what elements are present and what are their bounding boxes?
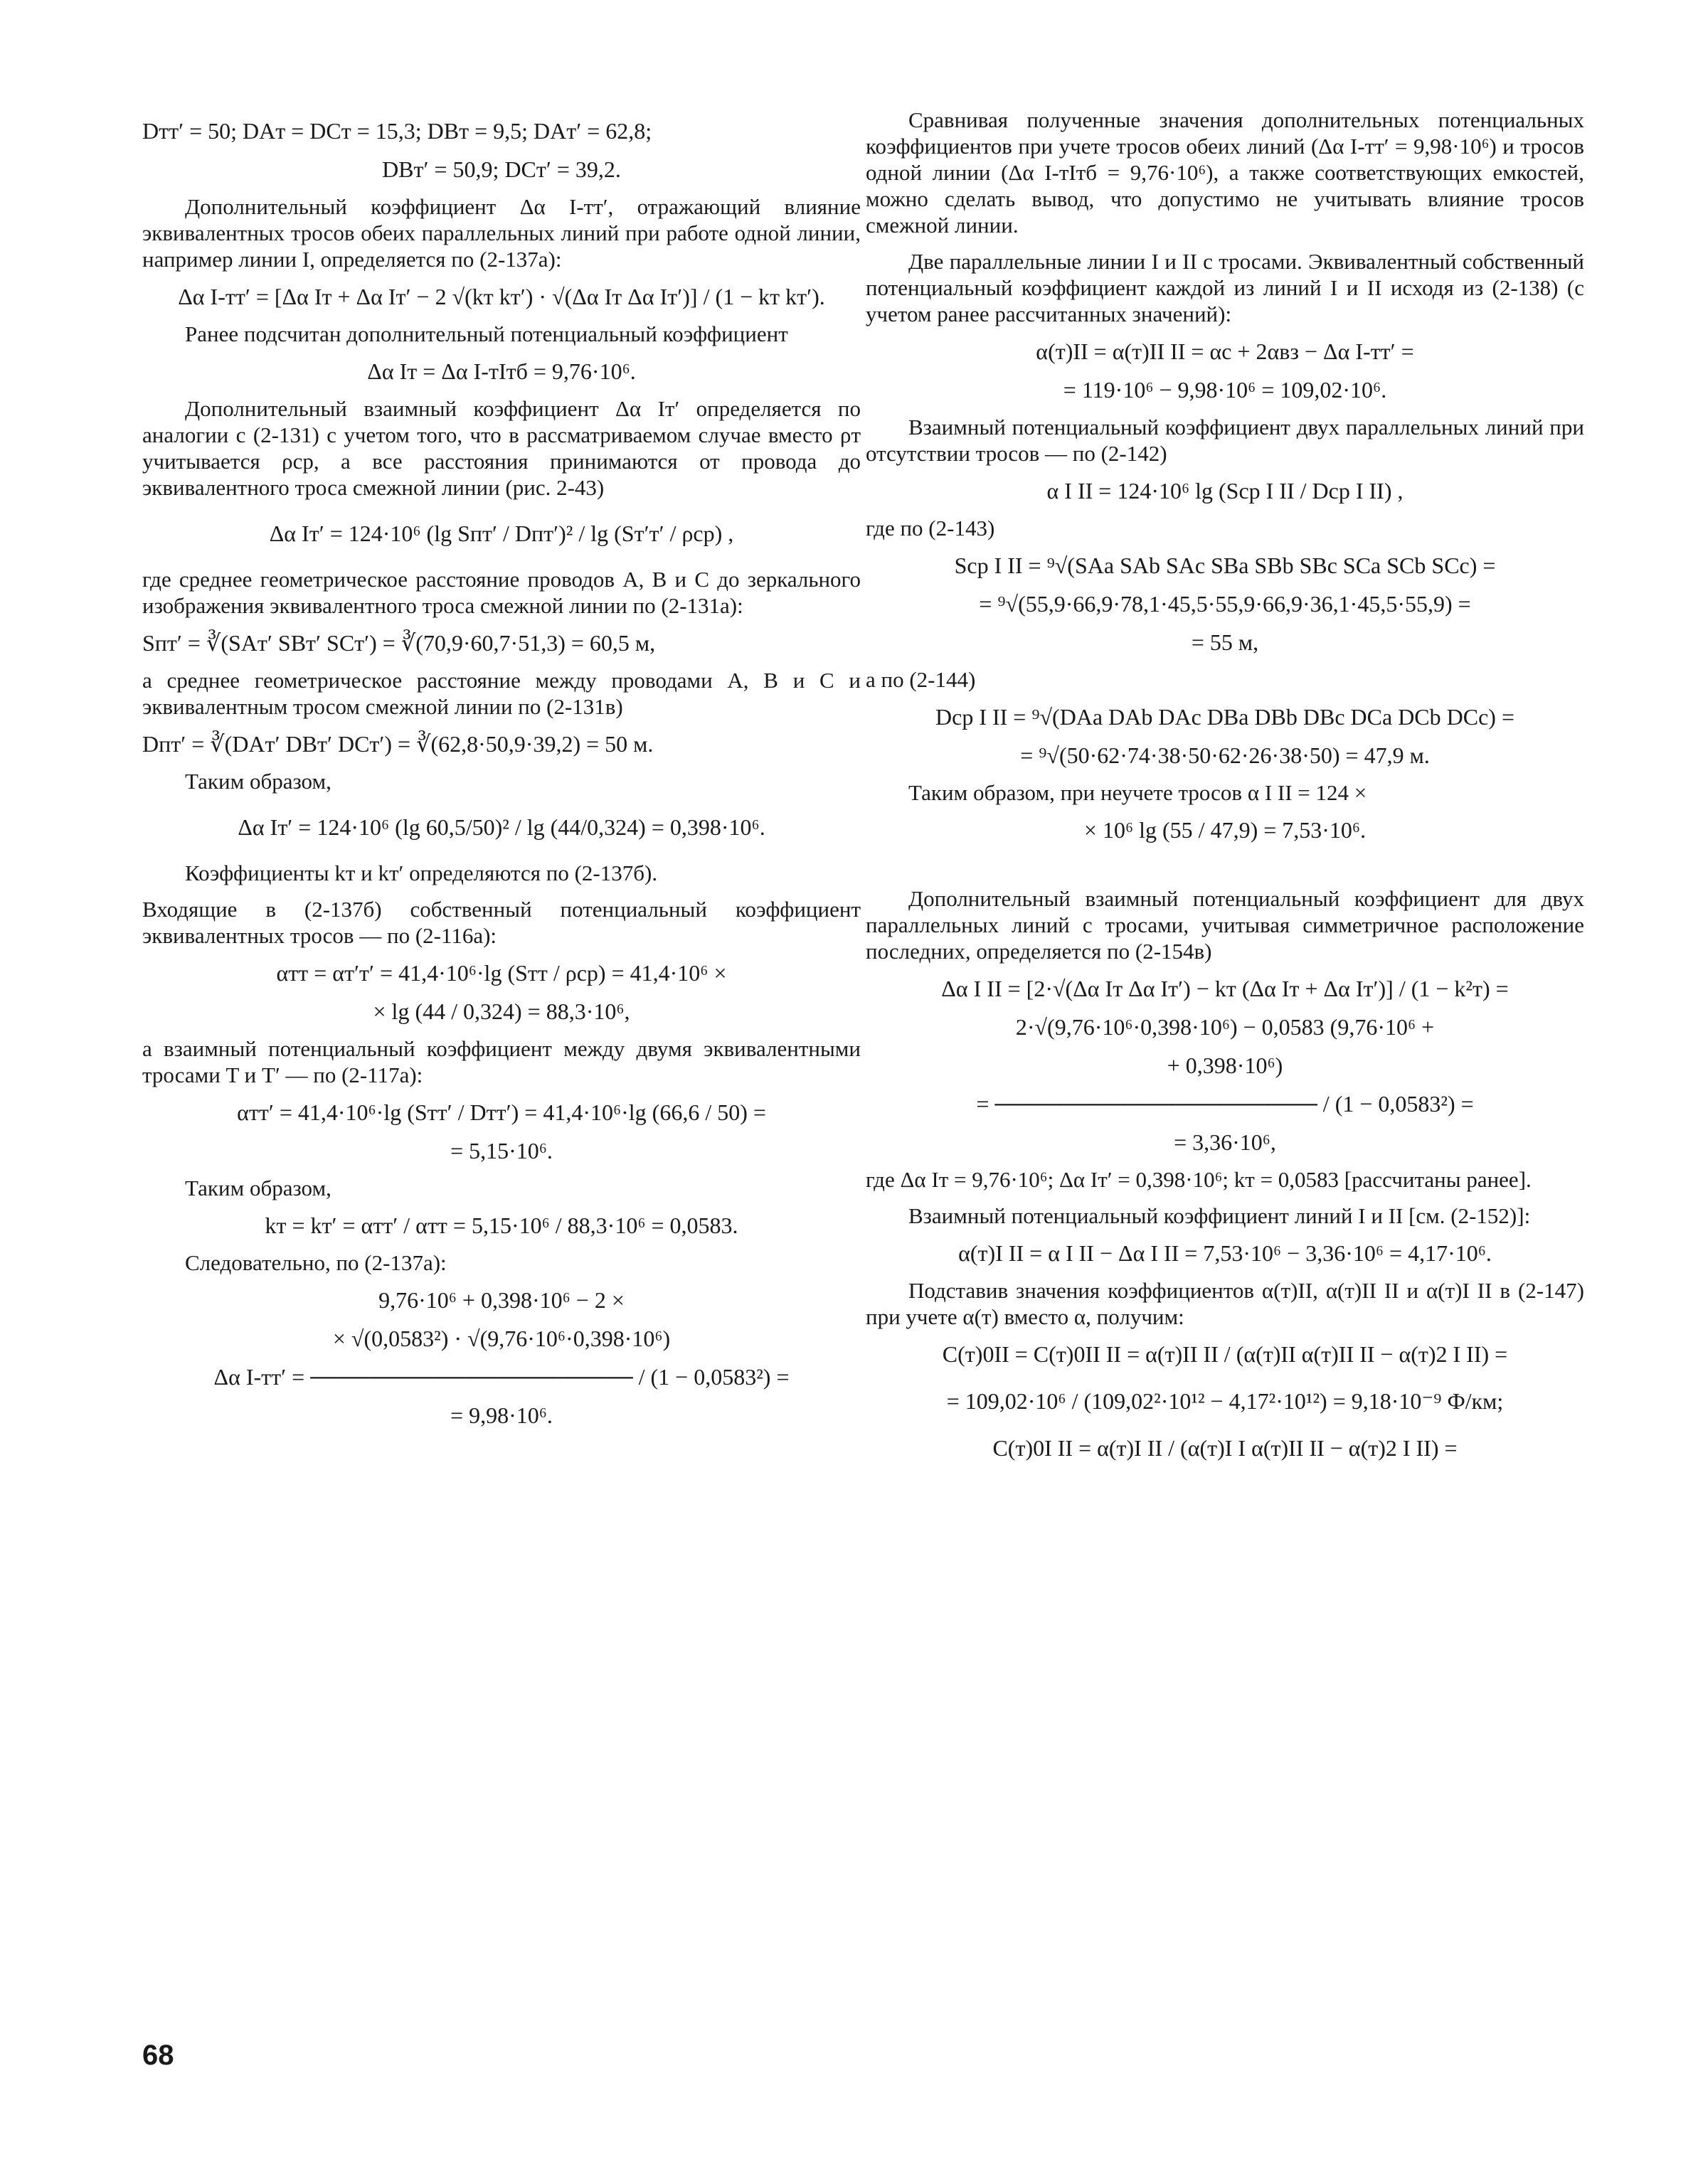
paragraph: где Δα Iт = 9,76·10⁶; Δα Iт′ = 0,398·10⁶; kт = 0,0583 [рассчитаны ранее].: [866, 1167, 1532, 1192]
formula: 9,76·10⁶ + 0,398·10⁶ − 2 ×: [378, 1287, 625, 1313]
formula: = 119·10⁶ − 9,98·10⁶ = 109,02·10⁶.: [1063, 377, 1387, 403]
formula: = ──────────────────── / (1 − 0,0583²) =: [976, 1091, 1474, 1117]
paragraph: Дополнительный взаимный потенциальный коэффициент для двух параллельных линий с тросами, учитывая симметричное расположение последних, определяется по (2-154в): [866, 886, 1584, 964]
formula: Δα Iт′ = 124·10⁶ (lg Sпт′ / Dпт′)² / lg (Sт′т′ / ρср) ,: [269, 521, 734, 546]
formula: DBт′ = 50,9; DCт′ = 39,2.: [382, 156, 621, 182]
formula: αтт′ = 41,4·10⁶·lg (Sтт′ / Dтт′) = 41,4·10⁶·lg (66,6 / 50) =: [237, 1099, 766, 1125]
formula: Sпт′ = ∛(SAт′ SBт′ SCт′) = ∛(70,9·60,7·51,3) = 60,5 м,: [142, 630, 656, 656]
formula: = 3,36·10⁶,: [1174, 1129, 1276, 1155]
formula: × lg (44 / 0,324) = 88,3·10⁶,: [373, 998, 630, 1024]
paragraph: Сравнивая полученные значения дополнительных потенциальных коэффициентов при учете тросов обеих линий (Δα I-тт′ = 9,98·10⁶) и тросов одной линии (Δα I-тIтб = 9,76·10⁶), а также соответствующих емкостей, можно сделать вывод, что допустимо не учитывать влияние тросов смежной линии.: [866, 107, 1584, 238]
formula: α I II = 124·10⁶ lg (Sср I II / Dср I II) ,: [1046, 478, 1403, 504]
formula: = ⁹√(50·62·74·38·50·62·26·38·50) = 47,9 м.: [1020, 742, 1430, 768]
paragraph: а среднее геометрическое расстояние между проводами A, B и C и эквивалентным тросом смежной линии по (2-131в): [142, 668, 861, 719]
spacer: [866, 854, 1584, 885]
formula: αтт = αт′т′ = 41,4·10⁶·lg (Sтт / ρср) = 41,4·10⁶ ×: [276, 960, 727, 986]
paragraph: Ранее подсчитан дополнительный потенциальный коэффициент: [185, 321, 788, 346]
paragraph: где среднее геометрическое расстояние проводов A, B и C до зеркального изображения эквивалентного троса смежной линии по (2-131а):: [142, 567, 861, 618]
formula: Sср I II = ⁹√(SAa SAb SAc SBa SBb SBc SCa SCb SCc) =: [954, 553, 1496, 578]
paragraph: Таким образом, при неучете тросов α I II = 124 ×: [908, 780, 1367, 805]
paragraph: а взаимный потенциальный коэффициент между двумя эквивалентными тросами T и T′ — по (2-117а):: [142, 1036, 861, 1087]
paragraph: Подставив значения коэффициентов α(т)II, α(т)II II и α(т)I II в (2-147) при учете α(т) вместо α, получим:: [866, 1278, 1584, 1329]
paragraph: Взаимный потенциальный коэффициент двух параллельных линий при отсутствии тросов — по (2-142): [866, 415, 1584, 466]
left-column: [142, 107, 861, 1439]
paragraph: Дополнительный коэффициент Δα I-тт′, отражающий влияние эквивалентных тросов обеих параллельных линий при работе одной линии, например линии I, определяется по (2-137а):: [142, 194, 861, 272]
right-column: [866, 107, 1584, 1472]
formula: kт = kт′ = αтт′ / αтт = 5,15·10⁶ / 88,3·10⁶ = 0,0583.: [265, 1213, 738, 1238]
paragraph: Таким образом,: [185, 1176, 331, 1200]
formula: Δα I-тт′ = [Δα Iт + Δα Iт′ − 2 √(kт kт′) · √(Δα Iт Δα Iт′)] / (1 − kт kт′).: [178, 284, 825, 309]
formula: = 9,98·10⁶.: [450, 1402, 553, 1428]
paragraph: Взаимный потенциальный коэффициент линий I и II [см. (2-152)]:: [908, 1203, 1531, 1228]
formula: Dпт′ = ∛(DAт′ DBт′ DCт′) = ∛(62,8·50,9·39,2) = 50 м.: [142, 731, 654, 757]
formula: Dср I II = ⁹√(DAa DAb DAc DBa DBb DBc DCa DCb DCc) =: [935, 704, 1514, 730]
paragraph: Две параллельные линии I и II с тросами. Эквивалентный собственный потенциальный коэффициент каждой из линий I и II исходя из (2-138) (с учетом ранее рассчитанных значений):: [866, 249, 1584, 326]
formula: = 109,02·10⁶ / (109,02²·10¹² − 4,17²·10¹²) = 9,18·10⁻⁹ Ф/км;: [946, 1388, 1504, 1414]
formula: Δα Iт′ = 124·10⁶ (lg 60,5/50)² / lg (44/0,324) = 0,398·10⁶.: [238, 814, 765, 840]
paragraph: где по (2-143): [866, 516, 995, 540]
paragraph: Следовательно, по (2-137а):: [185, 1250, 447, 1275]
formula: = 55 м,: [1191, 629, 1259, 655]
formula: = ⁹√(55,9·66,9·78,1·45,5·55,9·66,9·36,1·45,5·55,9) =: [979, 591, 1471, 617]
formula: × 10⁶ lg (55 / 47,9) = 7,53·10⁶.: [1083, 817, 1367, 843]
page-number: 68: [142, 2040, 174, 2071]
formula: C(т)0I II = α(т)I II / (α(т)I I α(т)II II − α(т)2 I II) =: [992, 1435, 1458, 1461]
formula: = 5,15·10⁶.: [450, 1138, 553, 1163]
paragraph: а по (2-144): [866, 667, 976, 692]
formula: α(т)I II = α I II − Δα I II = 7,53·10⁶ − 3,36·10⁶ = 4,17·10⁶.: [958, 1240, 1492, 1266]
formula: Dтт′ = 50; DAт = DCт = 15,3; DBт = 9,5; DAт′ = 62,8;: [142, 118, 652, 144]
formula: C(т)0II = C(т)0II II = α(т)II II / (α(т)II α(т)II II − α(т)2 I II) =: [942, 1341, 1508, 1367]
formula: Δα I II = [2·√(Δα Iт Δα Iт′) − kт (Δα Iт + Δα Iт′)] / (1 − k²т) =: [941, 976, 1509, 1001]
paragraph: Дополнительный взаимный коэффициент Δα Iт′ определяется по аналогии с (2-131) с учетом того, что в рассматриваемом случае вместо ρт учитывается ρср, а все расстояния принимаются от провода до эквивалентного троса смежной линии (рис. 2-43): [142, 396, 861, 500]
formula: × √(0,0583²) · √(9,76·10⁶·0,398·10⁶): [332, 1326, 671, 1351]
formula: Δα I-тт′ = ──────────────────── / (1 − 0,0583²) =: [213, 1364, 790, 1390]
paragraph: Таким образом,: [185, 769, 331, 794]
formula: Δα Iт = Δα I-тIтб = 9,76·10⁶.: [367, 358, 636, 384]
paragraph: Входящие в (2-137б) собственный потенциальный коэффициент эквивалентных тросов — по (2-116а):: [142, 897, 861, 948]
formula: α(т)II = α(т)II II = αс + 2αвз − Δα I-тт′ =: [1036, 339, 1414, 364]
formula: 2·√(9,76·10⁶·0,398·10⁶) − 0,0583 (9,76·10⁶ +: [1015, 1014, 1435, 1040]
formula: + 0,398·10⁶): [1167, 1053, 1283, 1078]
paragraph: Коэффициенты kт и kт′ определяются по (2-137б).: [185, 861, 658, 885]
